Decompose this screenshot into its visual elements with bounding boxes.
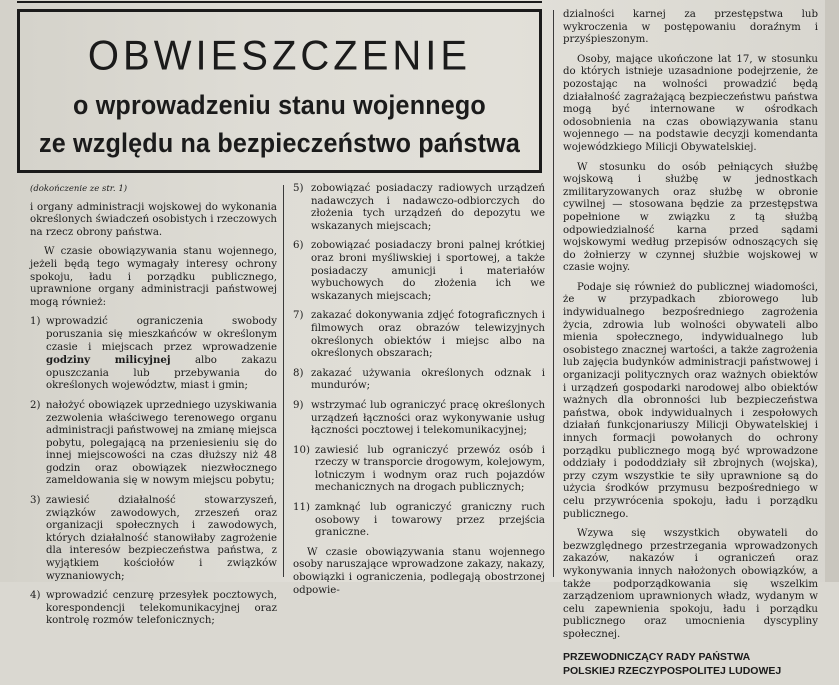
paragraph: dzialności karnej za przestępstwa lub wykroczenia w postępowaniu doraźnym i przyśpieszonym. bbox=[563, 9, 818, 46]
paragraph: W czasie obowiązywania stanu wojennego osoby naruszające wprowadzone zakazy, nakazy, obowiązki i ograniczenia, podlegają obostrzonej odpowie- bbox=[293, 546, 545, 596]
list-text: zawiesić lub ograniczyć przewóz osób i rzeczy w transporcie drogowym, kolejowym, lotniczym i wodnym oraz ruch pojazdów mechanicznych na drogach publicznych; bbox=[315, 444, 545, 494]
paragraph: W stosunku do osób pełniących służbę wojskową i służbę w jednostkach zmilitaryzowanych oraz służbę w obronie cywilnej — stosowana będzie za przestępstwa popełnione w związku z tą służbą odpowiedzialność karna przed sądami wojskowymi według przepisów odnoszących się do żołnierzy w czynnej służbie wojskowej w czasie wojny. bbox=[563, 161, 818, 274]
list-text: zobowiązać posiadaczy radiowych urządzeń nadawczych i nadawczo-odbiorczych do złożenia tych urządzeń do depozytu we wskazanych miejscach; bbox=[311, 183, 545, 232]
signature-line-2: POLSKIEJ RZECZYPOSPOLITEJ LUDOWEJ bbox=[563, 664, 782, 677]
signature-block bbox=[563, 650, 818, 678]
headline-subtitle-2: ze względu na bezpieczeństwo państwa bbox=[38, 128, 521, 158]
list-item bbox=[293, 183, 545, 233]
list-text: zakazać dokonywania zdjęć fotograficznych i filmowych oraz obrazów telewizyjnych określonych obiektów i miejsc albo na określonych obszarach; bbox=[311, 310, 545, 360]
list-item bbox=[293, 445, 545, 495]
list-number: 8) bbox=[293, 367, 304, 379]
headline-subtitle-1: o wprowadzeniu stanu wojennego bbox=[73, 90, 486, 120]
list-number: 1) bbox=[30, 316, 41, 328]
list-number: 3) bbox=[30, 495, 41, 507]
list-number: 5) bbox=[293, 183, 304, 194]
list-number: 10) bbox=[293, 444, 310, 456]
list-number: 4) bbox=[30, 590, 41, 602]
list-text: zawiesić działalność stowarzyszeń, związków zawodowych, zrzeszeń oraz organizacji społecznych i zawodowych, których działalność stanowiłaby zagrożenie dla interesów bezpieczeństwa państwa, z wyjątkiem kościołów i związków wyznaniowych; bbox=[46, 495, 277, 582]
list-item bbox=[293, 240, 545, 303]
list-text-bold: godziny milicyjnej bbox=[46, 354, 171, 367]
paragraph: W czasie obowiązywania stanu wojennego, jeżeli będą tego wymagały interesy ochrony spokoju, ładu i porządku publicznego, uprawnione organy administracji państwowej mogą również: bbox=[30, 246, 277, 308]
list-text: zamknąć lub ograniczyć graniczny ruch osobowy i towarowy przez przejścia graniczne. bbox=[315, 502, 545, 539]
signature-line-1: PRZEWODNICZĄCY RADY PAŃSTWA bbox=[563, 650, 751, 663]
paragraph: Podaje się również do publicznej wiadomości, że w przypadkach zbiorowego lub indywidualnego bezpośredniego zagrożenia życia, zdrowia lub wolności obywateli albo mienia społecznego, indywidualnego lub osobistego znacznej wartości, a także zagrożenia lub zajęcia budynków administracji państwowej i organizacji politycznych oraz ważnych obiektów i urządzeń gospodarki narodowej albo obiektów ważnych dla obronności lub bezpieczeństwa państwa, obok indywidualnych i zespołowych działań funkcjonariuszy Milicji Obywatelskiej i innych formacji powołanych do ochrony porządku publicznego mogą być wprowadzone oddziały i pododdziały sił zbrojnych (wojska), przy czym wszystkie te siły uprawnione są do użycia środków przymusu bezpośredniego w celu przywrócenia spokoju, ładu i porządku publicznego. bbox=[563, 281, 818, 520]
column-3 bbox=[563, 9, 818, 685]
list-text: nałożyć obowiązek uprzedniego uzyskiwania zezwolenia właściwego terenowego organu administracji państwowej na zmianę miejsca pobytu, polegającą na przeniesieniu się do innej miejscowości na czas dłuższy niż 48 godzin oraz obowiązek niezwłocznego zameldowania się w nowym miejscu pobytu; bbox=[46, 399, 277, 487]
list-item bbox=[293, 310, 545, 360]
list-item bbox=[30, 590, 277, 628]
list-item bbox=[293, 368, 545, 393]
list-item bbox=[30, 316, 277, 393]
list-number: 9) bbox=[293, 399, 304, 411]
list-text: wprowadzić cenzurę przesyłek pocztowych, korespondencji telekomunikacyjnej oraz kontrolę rozmów telefonicznych; bbox=[46, 590, 277, 627]
list-item bbox=[293, 502, 545, 540]
list-number: 2) bbox=[30, 399, 41, 411]
column-divider-1 bbox=[283, 185, 284, 577]
paragraph: i organy administracji wojskowej do wykonania określonych świadczeń osobistych i rzeczowych na rzecz obrony państwa. bbox=[30, 201, 277, 238]
list-number: 6) bbox=[293, 240, 304, 252]
list-item bbox=[30, 495, 277, 583]
list-number: 7) bbox=[293, 310, 304, 322]
list-text: zakazać używania określonych odznak i mundurów; bbox=[311, 367, 545, 392]
headline-box bbox=[17, 9, 542, 173]
list-text-part: albo zakazu opuszczania lub przebywania do określonych województw, miast i gmin; bbox=[46, 355, 277, 392]
continuation-note: (dokończenie ze str. 1) bbox=[30, 184, 128, 194]
headline-title: OBWIESZCZENIE bbox=[87, 32, 472, 80]
list-text-part: wprowadzić ograniczenia swobody poruszania się mieszkańców w określonym czasie i miejscach przez wprowadzenie bbox=[46, 316, 277, 353]
page-edge bbox=[825, 0, 839, 582]
column-2 bbox=[293, 183, 545, 604]
list-item bbox=[293, 400, 545, 438]
list-text: wstrzymać lub ograniczyć pracę określonych urządzeń łączności oraz wykonywanie usług łączności pocztowej i telekomunikacyjnej; bbox=[311, 399, 545, 437]
column-divider-2 bbox=[553, 10, 554, 577]
column-1 bbox=[30, 183, 277, 635]
paragraph: Osoby, mające ukończone lat 17, w stosunku do których istnieje uzasadnione podejrzenie, że pozostając na wolności prowadzić będą działalność zagrażającą bezpieczeństwu państwa mogą być internowane w ośrodkach odosobnienia na czas obowiązywania stanu wojennego — na podstawie decyzji komendanta wojewódzkiego Milicji Obywatelskiej. bbox=[563, 53, 818, 153]
top-rule bbox=[17, 1, 542, 3]
list-item bbox=[30, 400, 277, 488]
list-number: 11) bbox=[293, 502, 310, 514]
list-text bbox=[46, 316, 277, 393]
list-text: zobowiązać posiadaczy broni palnej krótkiej oraz broni myśliwskiej i sportowej, a także posiadaczy amunicji i materiałów wybuchowych do złożenia ich we wskazanych miejscach; bbox=[311, 240, 545, 302]
paragraph: Wzywa się wszystkich obywateli do bezwzględnego przestrzegania wprowadzonych zakazów, nakazów i ograniczeń oraz wykonywania innych nałożonych obowiązków, a także podporządkowania się wszelkim zarządzeniom uprawnionych władz, wydanym w celu zapewnienia spokoju, ładu i porządku publicznego oraz umocnienia dyscypliny społecznej. bbox=[563, 528, 818, 640]
